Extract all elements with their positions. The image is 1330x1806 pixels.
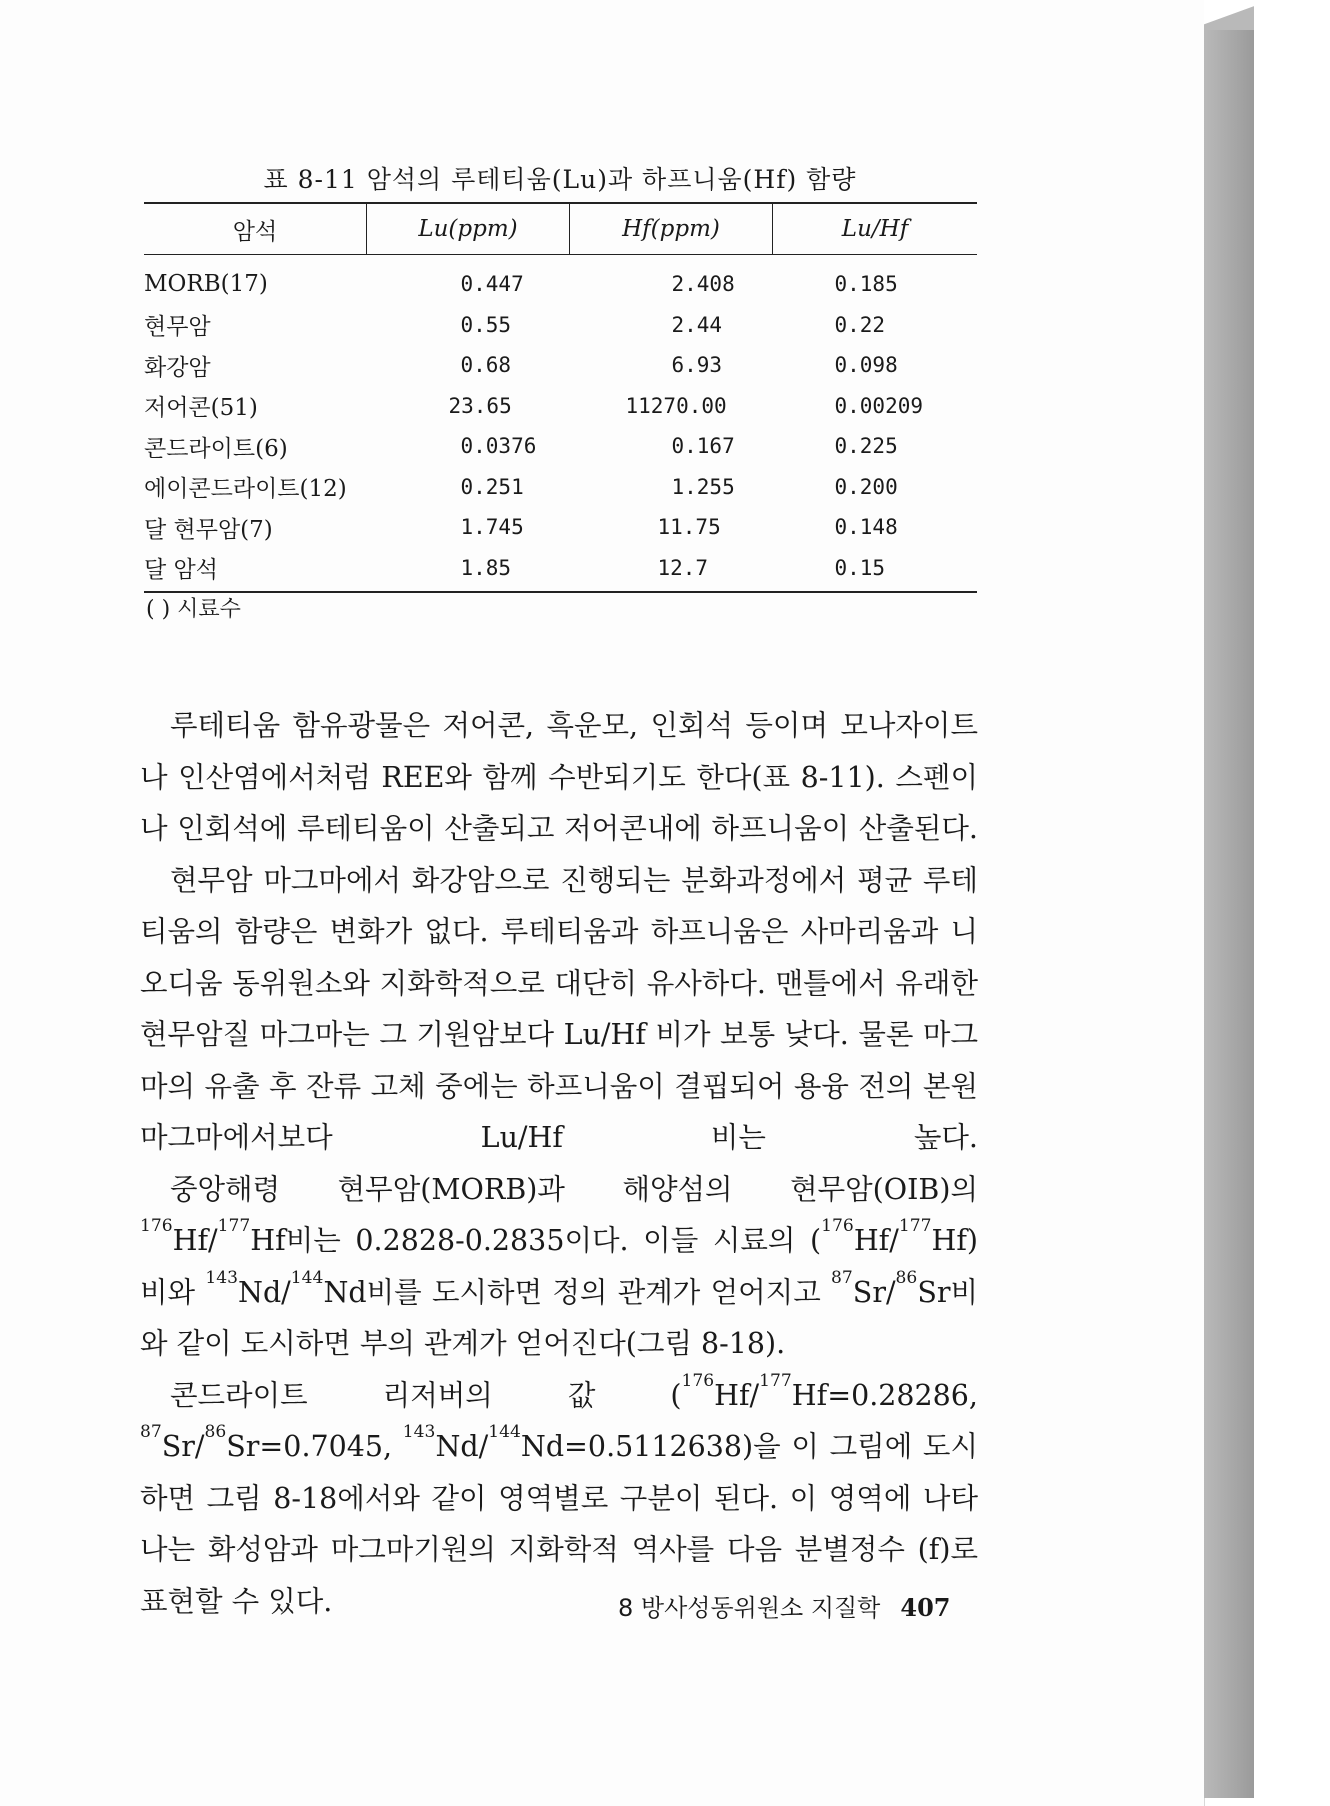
ratio-value: 0.00209 [834, 393, 924, 418]
lu-value: 23.65 [448, 393, 512, 418]
ratio-value: 0.098 [834, 353, 898, 378]
rock-name: 콘드라이트(6) [144, 435, 288, 462]
hf-value: 0.167 [671, 434, 735, 459]
table-row [144, 467, 977, 508]
ratio-value: 0.225 [834, 434, 898, 459]
header-hf: Hf(ppm) [570, 203, 773, 255]
page-number: 407 [900, 1593, 951, 1622]
ratio-value: 0.148 [834, 515, 898, 540]
book-spine-edge [1204, 8, 1254, 1798]
rock-name: 달 암석 [144, 557, 218, 584]
hf-value: 11.75 [657, 515, 721, 540]
body-text [140, 700, 978, 1627]
hf-value: 1.255 [671, 474, 735, 499]
ratio-value: 0.15 [834, 555, 886, 580]
header-ratio: Lu/Hf [773, 203, 978, 255]
paragraph-3: 중앙해령 현무암(MORB)과 해양섬의 현무암(OIB)의 $^{176}$Hf/$^{177}$Hf비는 0.2828-0.2835이다. 이들 시료의 ($^{176}$Hf/$^{177}$Hf)비와 $^{143}$Nd/$^{144}$Nd비를 도시하면 정의 관계가 얻어지고 $^{87}$Sr/$^{86}$Sr비와 같이 도시하면 부의 관계가 얻어진다(그림 8-18). [140, 1172, 978, 1360]
header-lu: Lu(ppm) [367, 203, 570, 255]
page-footer [618, 1588, 950, 1623]
hf-value: 2.408 [671, 272, 735, 297]
rock-name: MORB(17) [144, 271, 268, 298]
table-header-row [144, 203, 977, 255]
lu-value: 1.745 [460, 515, 524, 540]
ratio-value: 0.22 [834, 312, 886, 337]
paragraph-2: 현무암 마그마에서 화강암으로 진행되는 분화과정에서 평균 루테티움의 함량은 변화가 없다. 루테티움과 하프니움은 사마리움과 니오디움 동위원소와 지화학적으로 대단히 유사하다. 맨틀에서 유래한 현무암질 마그마는 그 기원암보다 Lu/Hf 비가 보통 낮다. 물론 마그마의 유출 후 잔류 고체 중에는 하프니움이 결핍되어 용융 전의 본원 마그마에서보다 Lu/Hf 비는 높다. [140, 863, 978, 1154]
table-footnote: ( ) 시료수 [146, 597, 241, 622]
book-spine-corner [1204, 0, 1254, 30]
hf-value: 12.7 [657, 555, 709, 580]
lu-value: 0.0376 [460, 434, 537, 459]
rock-name: 저어콘(51) [144, 395, 258, 422]
table-row [144, 507, 977, 548]
table-row [144, 386, 977, 427]
table-row [144, 548, 977, 593]
rock-name: 에이콘드라이트(12) [144, 476, 347, 503]
table-row [144, 345, 977, 386]
rock-name: 화강암 [144, 354, 211, 381]
table-row [144, 426, 977, 467]
lu-value: 0.447 [460, 272, 524, 297]
ratio-value: 0.185 [834, 272, 898, 297]
header-rock: 암석 [232, 218, 278, 245]
paragraph-4: 콘드라이트 리저버의 값 ($^{176}$Hf/$^{177}$Hf=0.28286, $^{87}$Sr/$^{86}$Sr=0.7045, $^{143}$Nd/$^{144}$Nd=0.5112638)을 이 그림에 도시하면 그림 8-18에서와 같이 영역별로 구분이 된다. 이 영역에 나타나는 화성암과 마그마기원의 지화학적 역사를 다음 분별정수 (f)로 표현할 수 있다. [140, 1370, 978, 1618]
rock-name: 현무암 [144, 314, 211, 341]
lu-value: 1.85 [460, 555, 512, 580]
paragraph-1: 루테티움 함유광물은 저어콘, 흑운모, 인회석 등이며 모나자이트나 인산염에서처럼 REE와 함께 수반되기도 한다(표 8-11). 스펜이나 인회석에 루테티움이 산출되고 저어콘내에 하프니움이 산출된다. [140, 709, 978, 845]
rock-name: 달 현무암(7) [144, 516, 273, 543]
lu-hf-table [144, 202, 977, 593]
lu-value: 0.68 [460, 353, 512, 378]
lu-value: 0.55 [460, 312, 512, 337]
chapter-title: 8 방사성동위원소 지질학 [618, 1594, 881, 1622]
ratio-value: 0.200 [834, 474, 898, 499]
hf-value: 11270.00 [625, 393, 727, 418]
lu-value: 0.251 [460, 474, 524, 499]
hf-value: 2.44 [671, 312, 723, 337]
table-row [144, 255, 977, 305]
table-row [144, 305, 977, 346]
table-title: 표 8-11 암석의 루테티움(Lu)과 하프니움(Hf) 함량 [263, 165, 857, 194]
hf-value: 6.93 [671, 353, 723, 378]
